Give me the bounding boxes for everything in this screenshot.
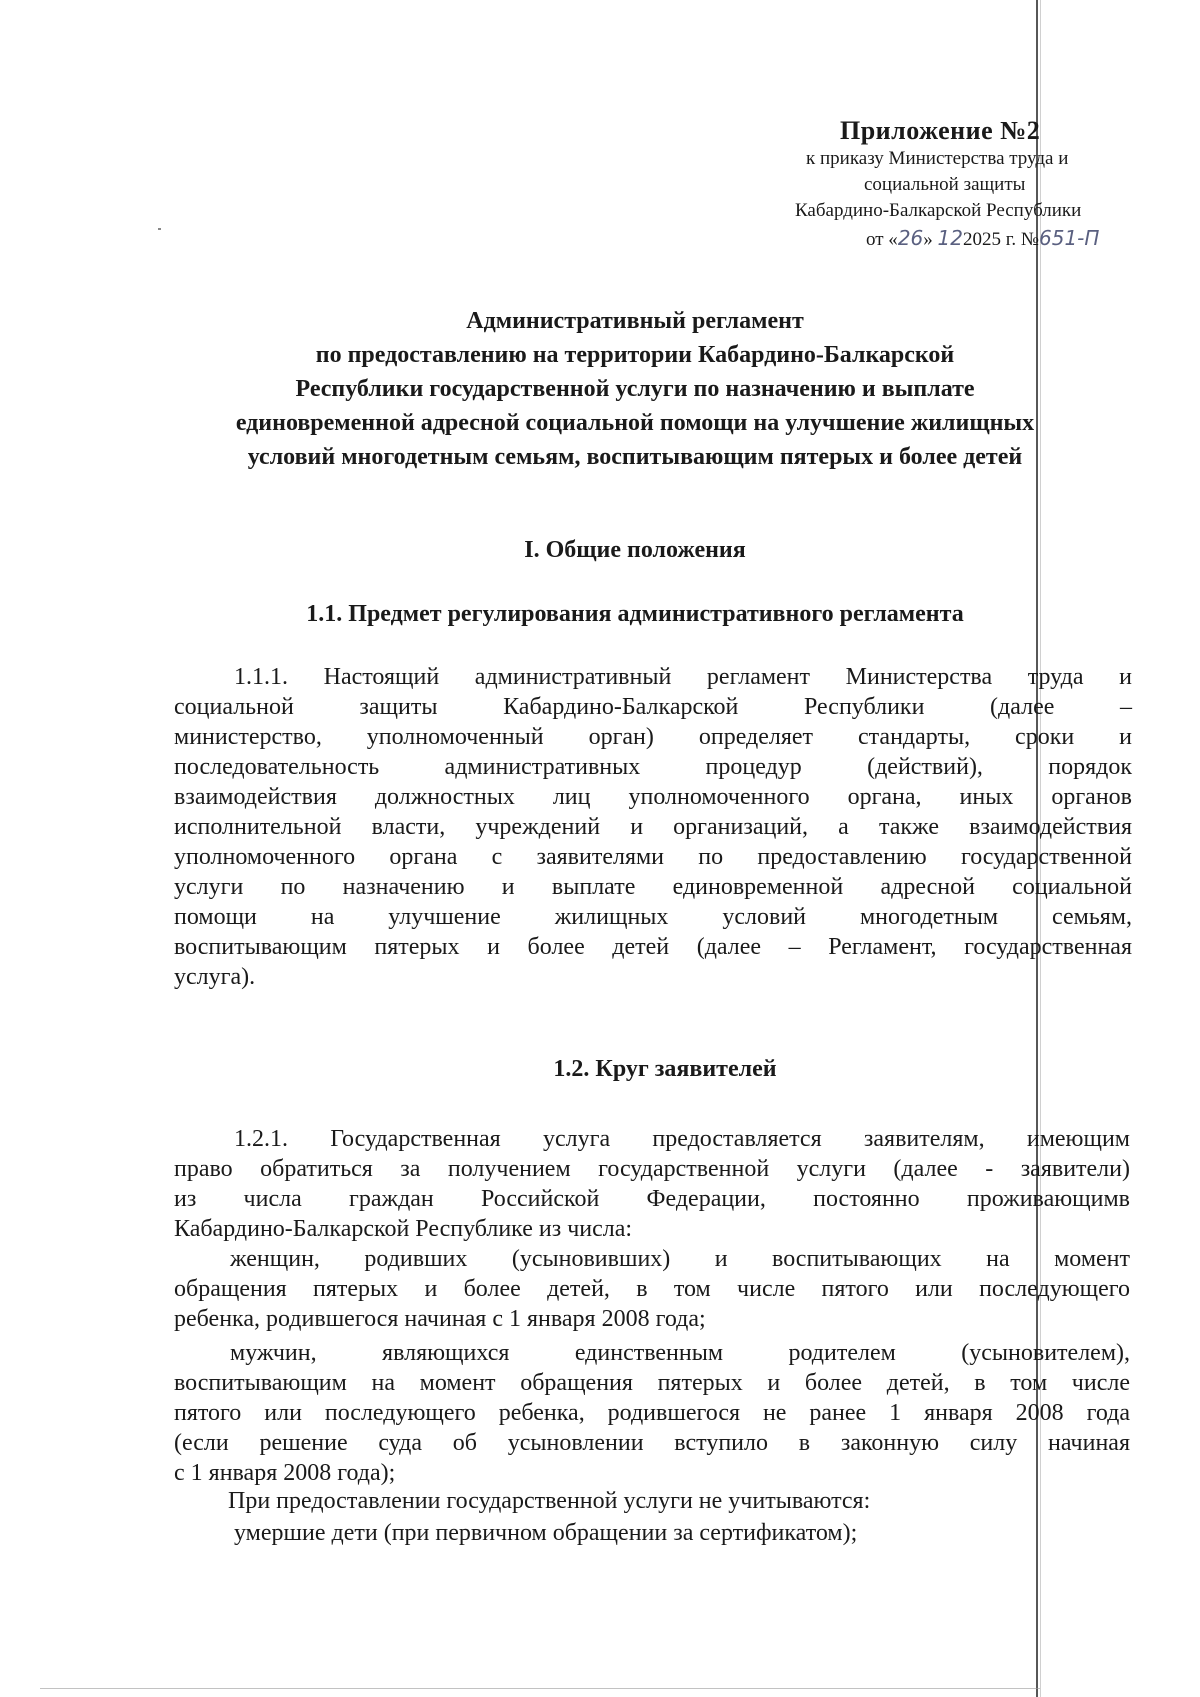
appendix-line-3: Кабардино-Балкарской Республики xyxy=(795,200,1082,221)
handwritten-order-number: 651-П xyxy=(1039,226,1100,250)
paragraph-line: министерство, уполномоченный орган) определяет стандарты, сроки и xyxy=(174,724,1132,750)
date-mid: » xyxy=(923,229,938,250)
paragraph-line: социальной защиты Кабардино-Балкарской Республики (далее – xyxy=(174,694,1132,720)
paragraph-line: последовательность административных процедур (действий), порядок xyxy=(174,754,1132,780)
paragraph-line: уполномоченного органа с заявителями по предоставлению государственной xyxy=(174,844,1132,870)
paragraph-line: Кабардино-Балкарской Республике из числа: xyxy=(174,1216,633,1242)
paragraph-men xyxy=(174,1338,1130,1488)
paragraph-line: из числа граждан Российской Федерации, постоянно проживающимв xyxy=(174,1186,1130,1212)
scan-speck xyxy=(158,228,161,230)
paragraph-line: услуга). xyxy=(174,964,256,990)
date-year: 2025 г. № xyxy=(962,229,1039,250)
appendix-title: Приложение №2 xyxy=(840,116,1041,145)
paragraph-line: право обратиться за получением государственной услуги (далее - заявители) xyxy=(174,1156,1130,1182)
paragraph-line: (если решение суда об усыновлении вступило в законную силу начиная xyxy=(174,1430,1130,1456)
paragraph-women xyxy=(174,1244,1130,1334)
appendix-line-1: к приказу Министерства труда и xyxy=(806,148,1069,169)
scan-bottom-edge xyxy=(40,1688,1040,1689)
appendix-date-line xyxy=(866,226,1099,251)
title-line-4: единовременной адресной социальной помощи на улучшение жилищных xyxy=(235,410,1035,436)
date-prefix: от « xyxy=(866,229,898,250)
paragraph-1-2-1 xyxy=(174,1124,1130,1244)
paragraph-line: ребенка, родившегося начиная с 1 января 2008 года; xyxy=(174,1306,706,1332)
title-line-2: по предоставлению на территории Кабардино-Балкарской xyxy=(315,342,955,368)
subsection-heading-1-2: 1.2. Круг заявителей xyxy=(553,1056,777,1082)
section-heading: I. Общие положения xyxy=(524,537,746,563)
title-line-5: условий многодетным семьям, воспитывающим пятерых и более детей xyxy=(247,444,1023,470)
handwritten-day: 26 xyxy=(897,226,924,250)
title-line-3: Республики государственной услуги по назначению и выплате xyxy=(295,376,975,402)
document-title xyxy=(170,304,1100,474)
title-line-1: Административный регламент xyxy=(466,308,804,334)
paragraph-line: воспитывающим пятерых и более детей (далее – Регламент, государственная xyxy=(174,934,1132,960)
paragraph-line: помощи на улучшение жилищных условий многодетным семьям, xyxy=(174,904,1132,930)
subsection-heading-1-1: 1.1. Предмет регулирования административного регламента xyxy=(306,601,964,627)
paragraph-line: мужчин, являющихся единственным родителем (усыновителем), xyxy=(230,1340,1130,1366)
handwritten-month: 12 xyxy=(937,226,963,250)
paragraph-1-1-1 xyxy=(174,662,1132,992)
paragraph-line: исполнительной власти, учреждений и организаций, а также взаимодействия xyxy=(174,814,1132,840)
paragraph-line: 1.2.1. Государственная услуга предоставляется заявителям, имеющим xyxy=(234,1126,1130,1152)
paragraph-line: услуги по назначению и выплате единовременной адресной социальной xyxy=(174,874,1132,900)
paragraph-line: пятого или последующего ребенка, родившегося не ранее 1 января 2008 года xyxy=(174,1400,1130,1426)
paragraph-line: воспитывающим на момент обращения пятерых и более детей, в том числе xyxy=(174,1370,1130,1396)
deceased-children-line: умершие дети (при первичном обращении за сертификатом); xyxy=(234,1520,858,1546)
paragraph-line: женщин, родивших (усыновивших) и воспитывающих на момент xyxy=(230,1246,1130,1272)
appendix-line-2: социальной защиты xyxy=(864,174,1026,195)
not-counted-line: При предоставлении государственной услуги не учитываются: xyxy=(228,1488,871,1514)
paragraph-line: взаимодействия должностных лиц уполномоченного органа, иных органов xyxy=(174,784,1132,810)
paragraph-line: с 1 января 2008 года); xyxy=(174,1460,396,1486)
paragraph-line: 1.1.1. Настоящий административный регламент Министерства труда и xyxy=(234,664,1132,690)
paragraph-line: обращения пятерых и более детей, в том числе пятого или последующего xyxy=(174,1276,1130,1302)
